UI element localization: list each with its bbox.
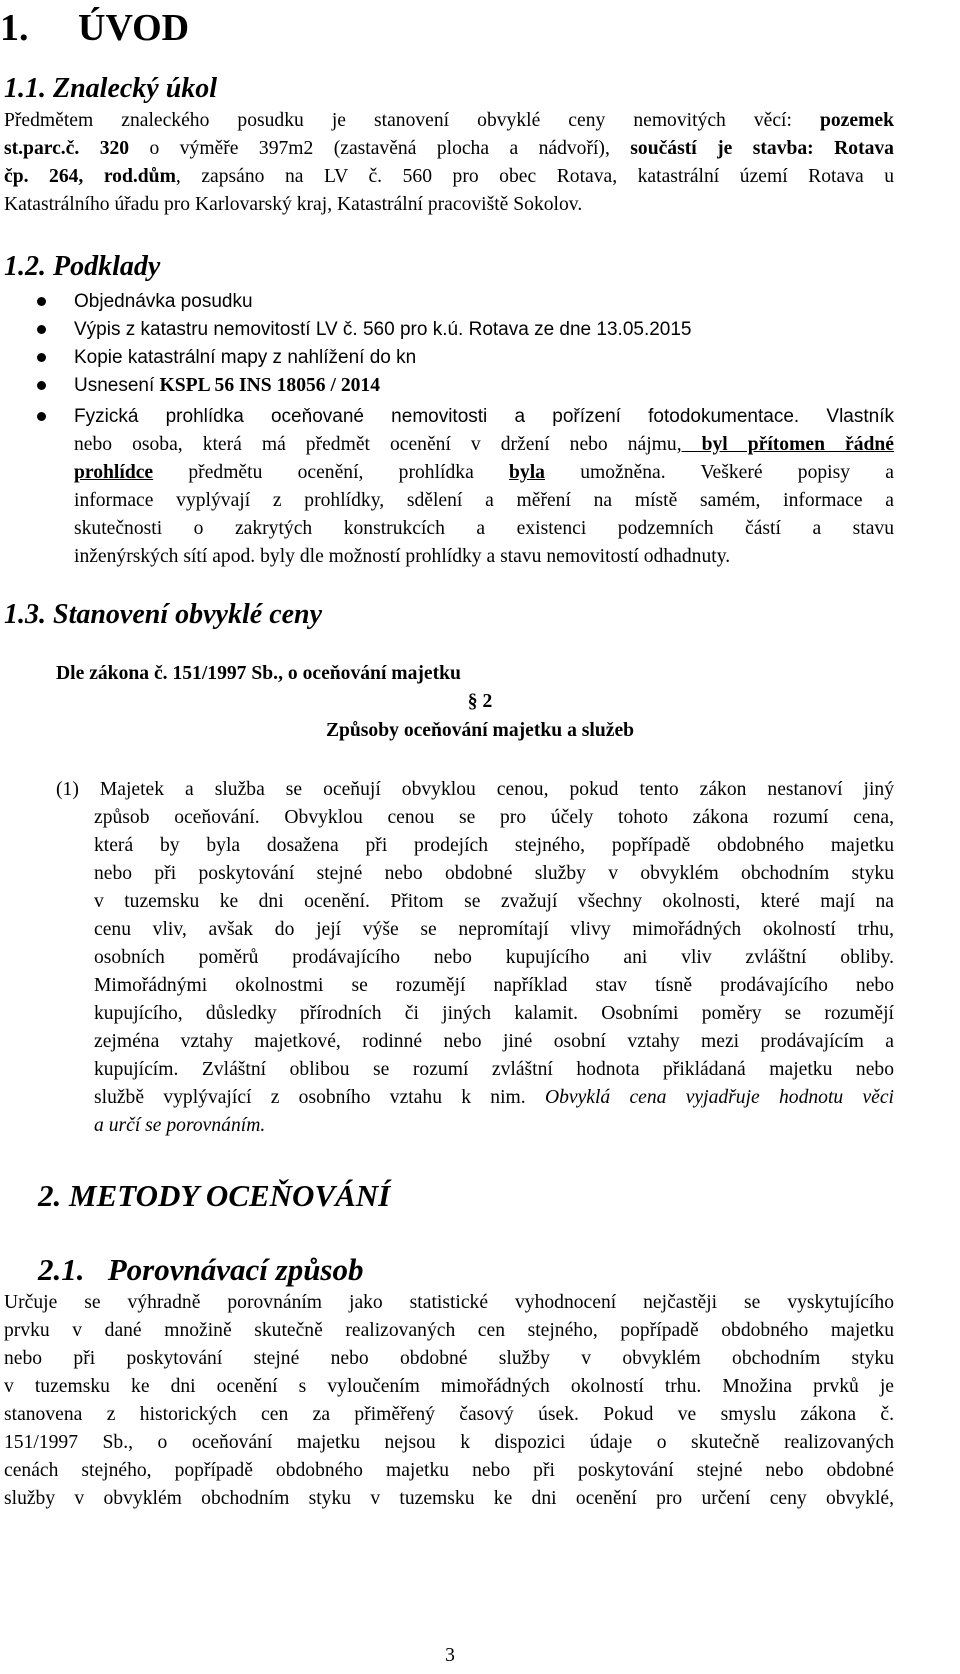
section-heading-2-1: 2.1. Porovnávací způsob: [38, 1252, 364, 1287]
method-line-4: v tuzemsku ke dni ocenění s vyloučením mimořádných okolností trhu. Množina prvků je: [4, 1376, 894, 1397]
text-italic: Obvyklá cena vyjadřuje hodnotu věci: [544, 1087, 894, 1108]
task-line-3: [4, 163, 894, 191]
text-bold-underline: prohlídce: [74, 462, 154, 483]
section-heading-1-3: 1.3. Stanovení obvyklé ceny: [4, 599, 323, 630]
text: Usnesení: [74, 375, 160, 396]
source-item-2: [74, 316, 692, 344]
method-line-8: služby v obvyklém obchodním styku v tuzemsku ke dni ocenění pro určení ceny obvyklé,: [4, 1488, 894, 1509]
text-bold: Dle zákona č. 151/1997 Sb.: [56, 663, 279, 684]
text: , zapsáno na LV č. 560 pro obec Rotava, katastrální území Rotava u: [175, 166, 895, 187]
method-line-5: stanovena z historických cen za přiměřený časový úsek. Pokud ve smyslu zákona č.: [4, 1404, 894, 1425]
task-line-2: [4, 135, 894, 163]
text: předmětu ocenění, prohlídka: [153, 462, 510, 483]
method-line-7: cenách stejného, popřípadě obdobného majetku nebo při poskytování stejné nebo obdobné: [4, 1460, 894, 1481]
chapter-title: ÚVOD: [78, 7, 190, 49]
source-item-5-line-6: inženýrských sítí apod. byly dle možností prohlídky a stavu nemovitostí odhadnuty.: [74, 546, 731, 567]
text-bold: čp. 264, rod.dům: [4, 166, 176, 187]
law-text-line-9: kupujícího, důsledky přírodních či jiných kalamit. Osobními poměry se rozumějí: [94, 1003, 894, 1024]
law-text-line-12: [94, 1084, 894, 1112]
method-line-3: nebo při poskytování stejné nebo obdobné služby v obvyklém obchodním styku: [4, 1348, 894, 1369]
text: službě vyplývající z osobního vztahu k nim.: [94, 1087, 545, 1108]
text: o výměře 397m2 (zastavěná plocha a nádvoří),: [129, 138, 631, 159]
method-line-2: prvku v dané množině skutečně realizovaných cen stejného, popřípadě obdobného majetku: [4, 1320, 894, 1341]
law-text-line-8: Mimořádnými okolnostmi se rozumějí například stav tísně prodávajícího nebo: [94, 975, 894, 996]
text-bold: st.parc.č. 320: [4, 138, 130, 159]
text-bold: , o oceňování majetku: [278, 663, 461, 684]
page-number: 3: [445, 1645, 455, 1666]
law-text-line-6: cenu vliv, avšak do její výše se nepromítají vlivy mimořádných okolností trhu,: [94, 919, 894, 940]
source-item-1: Objednávka posudku: [74, 291, 253, 312]
source-item-3: Kopie katastrální mapy z nahlížení do kn: [74, 347, 417, 368]
paragraph-title: Způsoby oceňování majetku a služeb: [325, 720, 635, 741]
source-item-5-line-3: [74, 459, 894, 487]
source-item-5-line-1: Fyzická prohlídka oceňované nemovitosti a pořízení fotodokumentace. Vlastník: [74, 406, 894, 427]
source-item-5-line-4: informace vyplývají z prohlídky, sdělení a měření na místě samém, informace a: [74, 490, 894, 511]
law-text-line-4: nebo při poskytování stejné nebo obdobné služby v obvyklém obchodním styku: [94, 863, 894, 884]
text-bold-underline: byla: [509, 462, 545, 483]
law-text-line-10: zejména vztahy majetkové, rodinné nebo jiné osobní vztahy mezi prodávajícím a: [94, 1031, 894, 1052]
bullet-icon: [37, 353, 46, 362]
source-item-4: [74, 372, 380, 400]
bullet-icon: [37, 381, 46, 390]
source-item-5-line-2: [74, 431, 894, 459]
text-bold-underline: byl přítomen řádné: [681, 434, 894, 455]
method-line-1: Určuje se výhradně porovnáním jako statistické vyhodnocení nejčastěji se vyskytujícího: [4, 1292, 894, 1313]
bullet-icon: [37, 412, 46, 421]
text: Předmětem znaleckého posudku je stanovení obvyklé ceny nemovitých věcí:: [4, 110, 820, 131]
chapter-number: 1.: [0, 7, 29, 49]
text: umožněna. Veškeré popisy a: [544, 462, 894, 483]
section-heading-1-2: 1.2. Podklady: [4, 251, 161, 282]
text-bold: pozemek: [819, 110, 894, 131]
law-text-line-2: způsob oceňování. Obvyklou cenou se pro účely tohoto zákona rozumí cena,: [94, 807, 894, 828]
chapter-heading-2: 2. METODY OCEŇOVÁNÍ: [38, 1178, 391, 1213]
method-line-6: 151/1997 Sb., o oceňování majetku nejsou k dispozici údaje o skutečně realizovaných: [4, 1432, 894, 1453]
task-line-1: [4, 107, 894, 135]
law-text-line-11: kupujícím. Zvláštní oblibou se rozumí zvláštní hodnota přikládaná majetku nebo: [94, 1059, 894, 1080]
text: Výpis z katastru nemovitostí LV č. 560 pro k.ú. Rotava ze dne 13.05.2015: [74, 319, 692, 340]
law-text-line-13: a určí se porovnáním.: [94, 1115, 266, 1136]
text: nebo osoba, která má předmět ocenění v držení nebo nájmu,: [74, 434, 682, 455]
section-heading-1-1: 1.1. Znalecký úkol: [4, 73, 218, 104]
bullet-icon: [37, 297, 46, 306]
law-text-line-7: osobních poměrů prodávajícího nebo kupujícího ani vliv zvláštní obliby.: [94, 947, 894, 968]
chapter-heading-1: [0, 5, 189, 51]
law-text-line-3: která by byla dosažena při prodejích stejného, popřípadě obdobného majetku: [94, 835, 894, 856]
text-bold: součástí je stavba: Rotava: [630, 138, 894, 159]
paragraph-number: § 2: [467, 691, 493, 712]
bullet-icon: [37, 325, 46, 334]
task-line-4: Katastrálního úřadu pro Karlovarský kraj, Katastrální pracoviště Sokolov.: [4, 194, 583, 215]
law-reference: [56, 660, 461, 688]
law-text-line-1: (1) Majetek a služba se oceňují obvyklou cenou, pokud tento zákon nestanoví jiný: [56, 779, 894, 800]
text-bold: KSPL 56 INS 18056 / 2014: [159, 375, 381, 396]
source-item-5-line-5: skutečnosti o zakrytých konstrukcích a existenci podzemních částí a stavu: [74, 518, 894, 539]
law-text-line-5: v tuzemsku ke dni ocenění. Přitom se zvažují všechny okolnosti, které mají na: [94, 891, 894, 912]
